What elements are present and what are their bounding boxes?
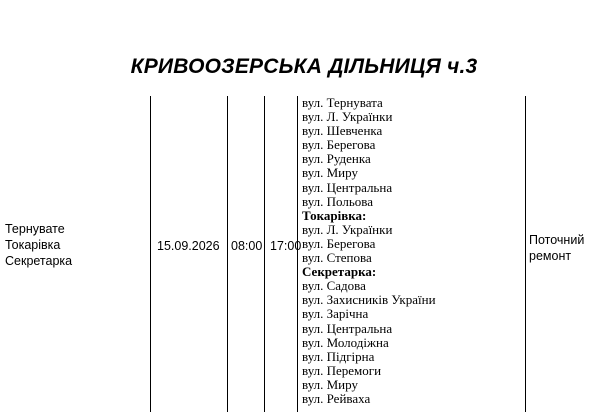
village-name: Тернувате xyxy=(5,222,65,236)
street-item: вул. Рейваха xyxy=(302,390,371,406)
street-item: вул. Берегова xyxy=(302,235,376,251)
work-type-cell xyxy=(529,232,604,264)
page-title: КРИВООЗЕРСЬКА ДІЛЬНИЦЯ ч.3 xyxy=(130,55,478,78)
column-divider xyxy=(297,96,298,412)
street-item: вул. Миру xyxy=(302,376,358,392)
street-item: вул. Берегова xyxy=(302,137,376,153)
column-divider xyxy=(150,96,151,412)
street-item: вул. Зарічна xyxy=(302,306,369,322)
street-item: вул. Шевченка xyxy=(302,123,383,139)
street-item: вул. Миру xyxy=(302,165,358,181)
villages-cell xyxy=(5,221,145,269)
street-item: вул. Захисників України xyxy=(302,292,436,308)
street-item: вул. Садова xyxy=(302,278,366,294)
street-item: вул. Л. Українки xyxy=(302,221,393,237)
street-item: вул. Молодіжна xyxy=(302,334,389,350)
end-time: 17:00 xyxy=(270,239,302,253)
street-item: вул. Перемоги xyxy=(302,362,382,378)
street-item: вул. Тернувата xyxy=(302,95,383,110)
street-item: вул. Л. Українки xyxy=(302,109,393,125)
streets-list xyxy=(302,96,524,406)
street-item: вул. Центральна xyxy=(302,320,393,336)
street-item: вул. Степова xyxy=(302,250,372,266)
settlement-heading: Токарівка: xyxy=(302,207,367,223)
village-name: Секретарка xyxy=(5,254,73,268)
outage-date: 15.09.2026 xyxy=(157,239,220,253)
street-item: вул. Польова xyxy=(302,193,373,209)
start-time: 08:00 xyxy=(231,239,263,253)
settlement-heading: Секретарка: xyxy=(302,264,377,280)
column-divider xyxy=(227,96,228,412)
column-divider xyxy=(525,96,526,412)
village-name: Токарівка xyxy=(5,238,61,252)
street-item: вул. Центральна xyxy=(302,179,393,195)
column-divider xyxy=(264,96,265,412)
work-type-line: Поточний xyxy=(529,233,585,247)
street-item: вул. Підгірна xyxy=(302,348,375,364)
work-type-line: ремонт xyxy=(529,249,572,263)
street-item: вул. Руденка xyxy=(302,151,371,167)
